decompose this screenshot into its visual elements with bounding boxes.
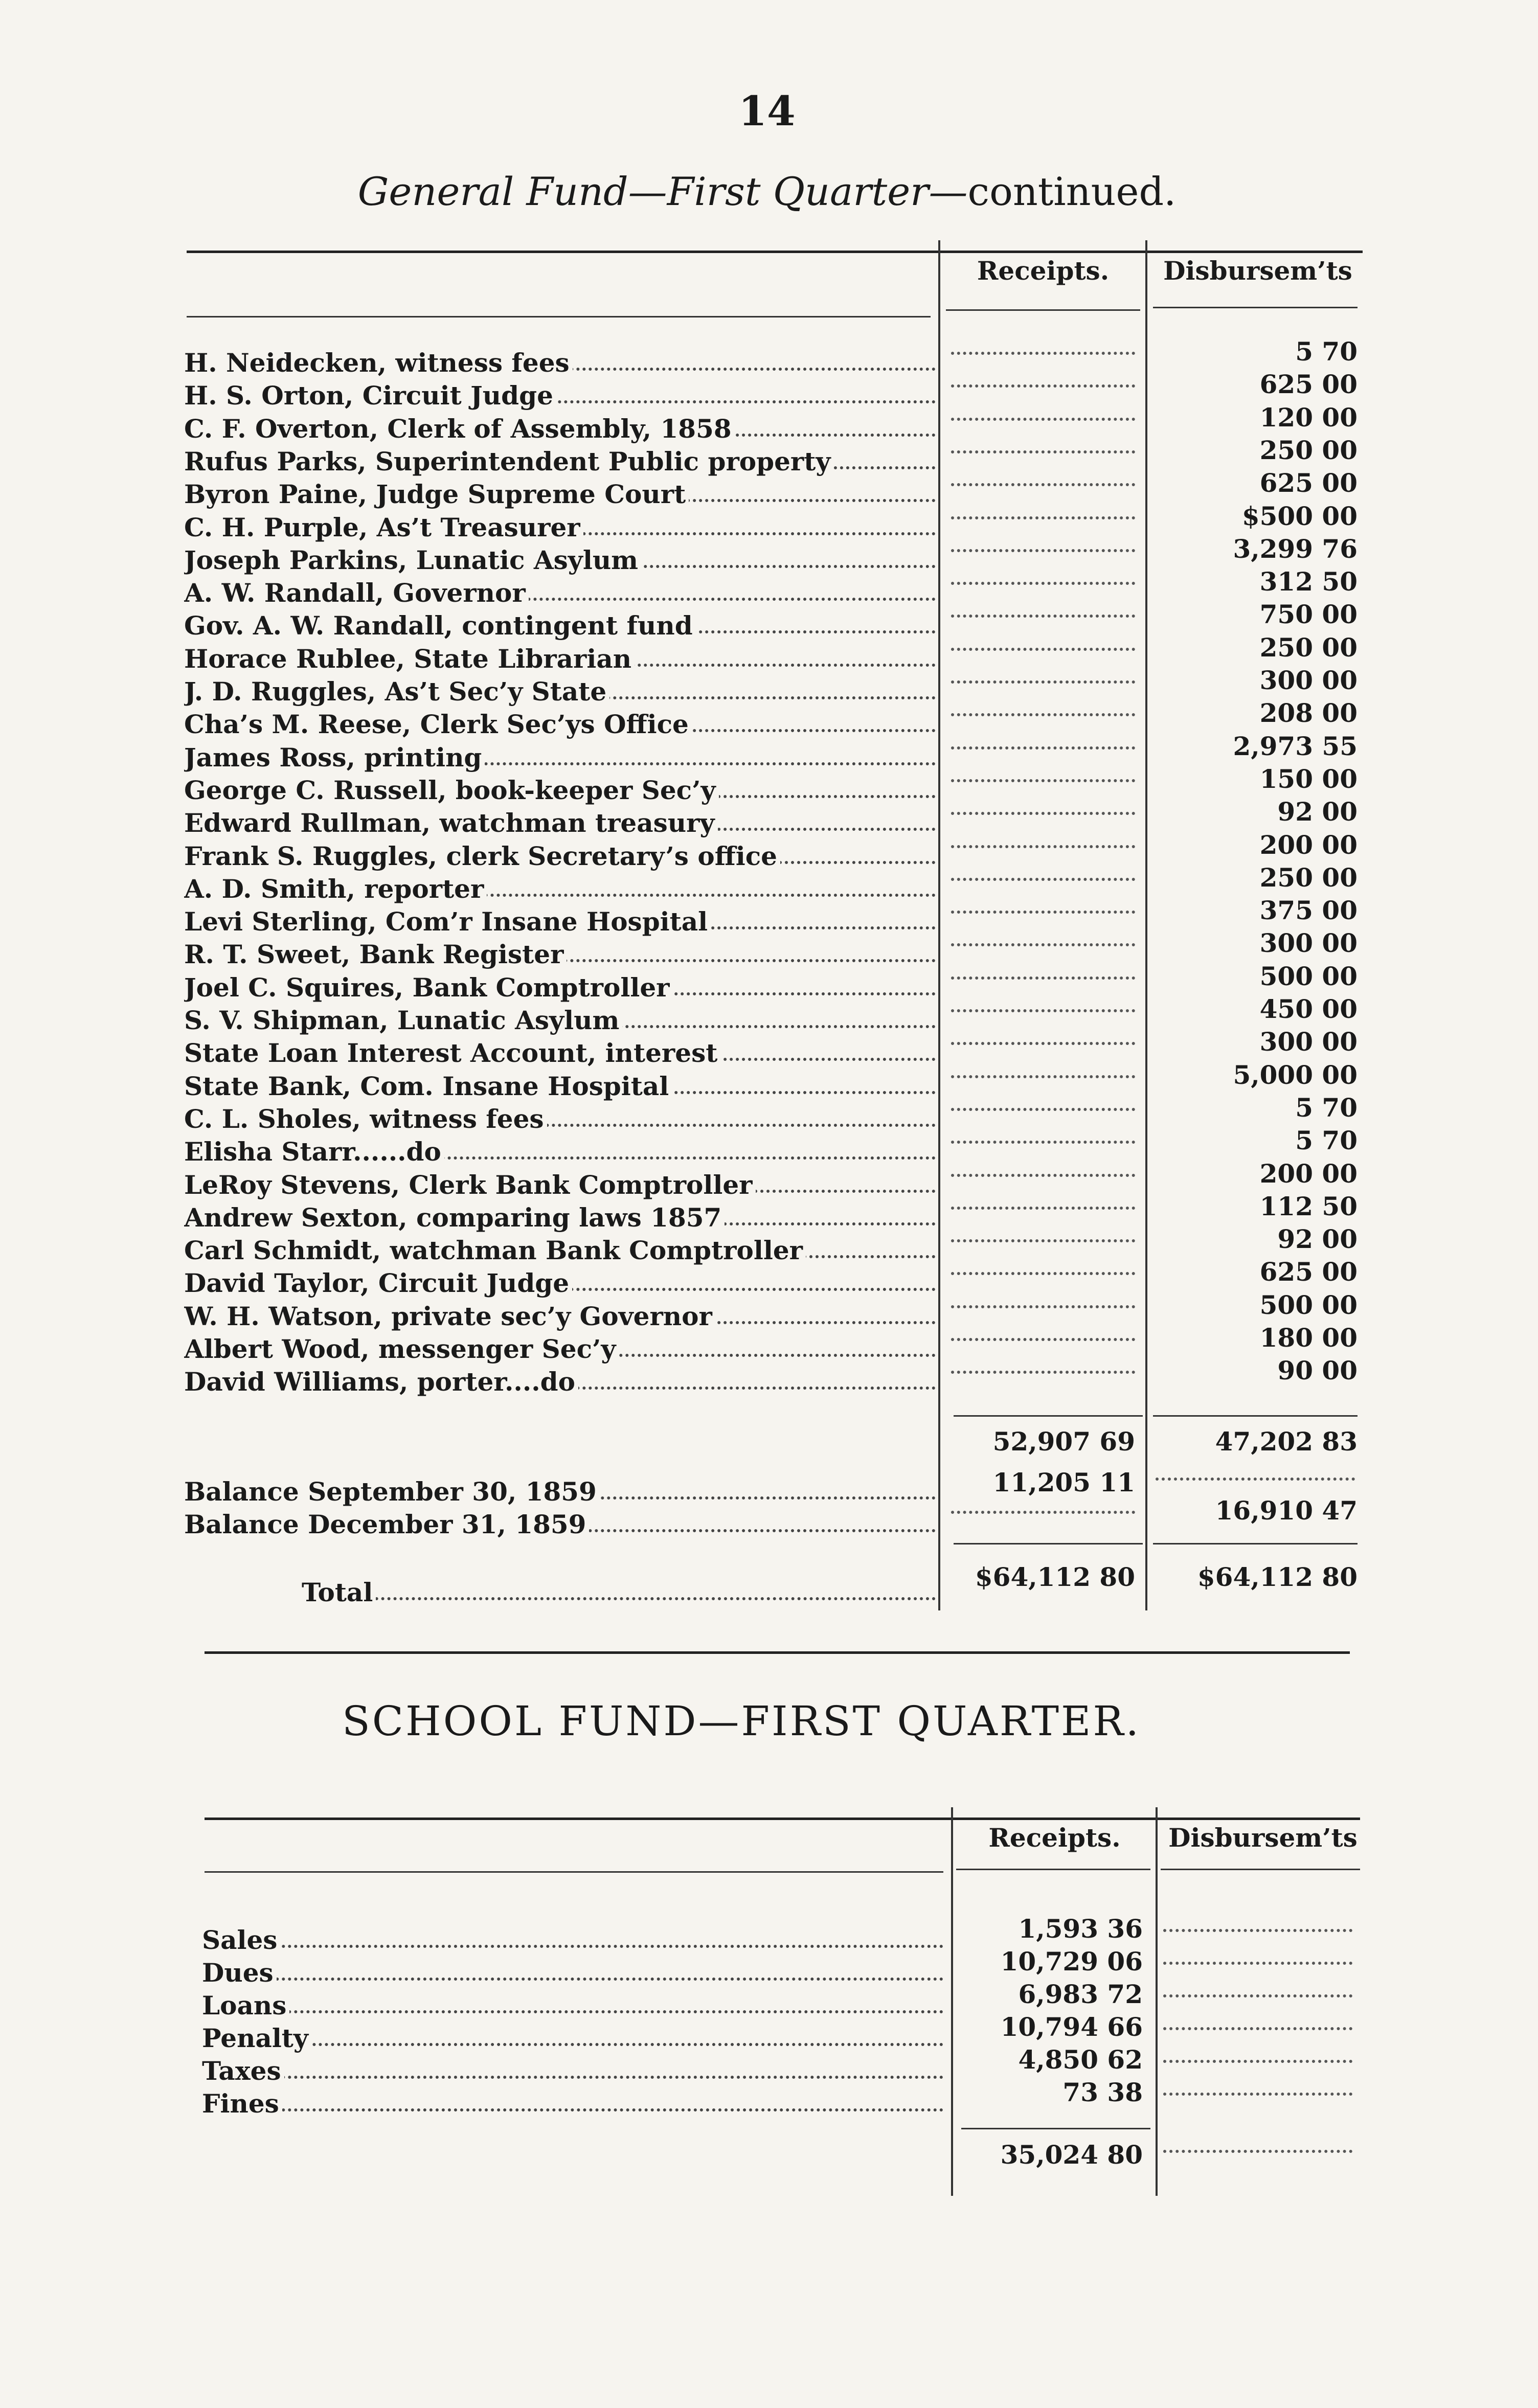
row-label: A. D. Smith, reporter bbox=[184, 874, 487, 904]
row-label: Rufus Parks, Superintendent Public property bbox=[184, 446, 833, 476]
gf-total-rule-disb bbox=[1153, 1543, 1358, 1544]
receipts-dot-leader bbox=[951, 1174, 1135, 1177]
gf-total-row bbox=[302, 1577, 936, 1610]
row-disbursement: 300 00 bbox=[1259, 1027, 1358, 1057]
row-disbursement: 625 00 bbox=[1259, 468, 1358, 498]
row-label: Albert Wood, messenger Sec’y bbox=[184, 1334, 619, 1364]
row-disbursement: 250 00 bbox=[1259, 632, 1358, 663]
row-label: C. F. Overton, Clerk of Assembly, 1858 bbox=[184, 414, 735, 444]
gf-balance-dec-label: Balance December 31, 1859 bbox=[184, 1509, 589, 1539]
row-label: C. H. Purple, As’t Treasurer bbox=[184, 512, 583, 542]
row-label: Penalty bbox=[202, 2023, 311, 2053]
row-label: Gov. A. W. Randall, contingent fund bbox=[184, 610, 696, 641]
receipts-dot-leader bbox=[951, 516, 1135, 519]
row-disbursement: 300 00 bbox=[1259, 928, 1358, 958]
row-label: Andrew Sexton, comparing laws 1857 bbox=[184, 1202, 725, 1233]
row-receipts: 10,729 06 bbox=[1000, 1946, 1143, 1977]
receipts-dot-leader bbox=[951, 615, 1135, 618]
sf-total-receipts: 35,024 80 bbox=[1000, 2140, 1143, 2170]
receipts-dot-leader bbox=[951, 812, 1135, 815]
disbursement-dot-leader bbox=[1163, 2060, 1352, 2063]
row-label: Joel C. Squires, Bank Comptroller bbox=[184, 972, 673, 1003]
row-label: State Bank, Com. Insane Hospital bbox=[184, 1071, 672, 1101]
gf-balance-dec-disb: 16,910 47 bbox=[1215, 1495, 1358, 1526]
row-label: LeRoy Stevens, Clerk Bank Comptroller bbox=[184, 1170, 756, 1200]
receipts-dot-leader bbox=[951, 845, 1135, 848]
row-label: Loans bbox=[202, 1990, 289, 2020]
gf-balance-dec-receipts-dots bbox=[951, 1511, 1135, 1514]
row-receipts: 73 38 bbox=[1062, 2077, 1143, 2107]
disbursement-dot-leader bbox=[1163, 1929, 1352, 1932]
row-disbursement: 200 00 bbox=[1259, 830, 1358, 860]
row-disbursement: 250 00 bbox=[1259, 435, 1358, 465]
disbursement-dot-leader bbox=[1163, 1962, 1352, 1965]
sf-header-rule-left bbox=[205, 1871, 943, 1873]
row-disbursement: 500 00 bbox=[1259, 1290, 1358, 1320]
row-label: State Loan Interest Account, interest bbox=[184, 1038, 720, 1068]
receipts-dot-leader bbox=[951, 680, 1135, 684]
row-disbursement: 208 00 bbox=[1259, 698, 1358, 728]
row-label: H. Neidecken, witness fees bbox=[184, 348, 573, 378]
row-label: R. T. Sweet, Bank Register bbox=[184, 939, 567, 969]
row-disbursement: 5 70 bbox=[1295, 1125, 1358, 1155]
row-disbursement: 250 00 bbox=[1259, 862, 1358, 893]
row-disbursement: 450 00 bbox=[1259, 994, 1358, 1024]
gf-subtotal-rule-receipts bbox=[954, 1415, 1143, 1417]
receipts-dot-leader bbox=[951, 911, 1135, 914]
row-label: Byron Paine, Judge Supreme Court bbox=[184, 479, 689, 509]
row-disbursement: $500 00 bbox=[1241, 501, 1358, 531]
row-label: Levi Sterling, Com’r Insane Hospital bbox=[184, 906, 711, 937]
gf-subtotal-rule-disb bbox=[1153, 1415, 1358, 1417]
receipts-dot-leader bbox=[951, 1042, 1135, 1045]
receipts-dot-leader bbox=[951, 549, 1135, 552]
row-disbursement: 500 00 bbox=[1259, 961, 1358, 991]
row-disbursement: 92 00 bbox=[1277, 1224, 1358, 1254]
receipts-dot-leader bbox=[951, 746, 1135, 749]
receipts-dot-leader bbox=[951, 943, 1135, 946]
gf-col-disbursements: Disbursem’ts bbox=[1163, 256, 1352, 286]
gf-balance-sept-disb-dots bbox=[1156, 1478, 1355, 1481]
row-disbursement: 5 70 bbox=[1295, 336, 1358, 367]
row-disbursement: 300 00 bbox=[1259, 665, 1358, 695]
row-label: David Williams, porter....do bbox=[184, 1367, 578, 1397]
sf-col-receipts: Receipts. bbox=[988, 1823, 1121, 1853]
sf-col-disbursements: Disbursem’ts bbox=[1168, 1823, 1358, 1853]
row-disbursement: 625 00 bbox=[1259, 1257, 1358, 1287]
receipts-dot-leader bbox=[951, 779, 1135, 782]
receipts-dot-leader bbox=[951, 1108, 1135, 1111]
row-label: Carl Schmidt, watchman Bank Comptroller bbox=[184, 1235, 806, 1265]
general-fund-title-continued: continued. bbox=[967, 169, 1177, 214]
gf-total-rule-receipts bbox=[954, 1543, 1143, 1544]
row-label: Elisha Starr......do bbox=[184, 1137, 444, 1167]
page-number: 14 bbox=[738, 87, 796, 135]
row-label: J. D. Ruggles, As’t Sec’y State bbox=[184, 676, 609, 707]
receipts-dot-leader bbox=[951, 384, 1135, 388]
row-label: A. W. Randall, Governor bbox=[184, 578, 529, 608]
receipts-dot-leader bbox=[951, 1305, 1135, 1308]
gf-subtotal-receipts: 52,907 69 bbox=[992, 1426, 1135, 1457]
row-label: W. H. Watson, private sec’y Governor bbox=[184, 1301, 715, 1331]
receipts-dot-leader bbox=[951, 648, 1135, 651]
row-disbursement: 120 00 bbox=[1259, 402, 1358, 433]
gf-balance-sept-label: Balance September 30, 1859 bbox=[184, 1476, 600, 1507]
row-label: Taxes bbox=[202, 2056, 284, 2086]
receipts-dot-leader bbox=[951, 450, 1135, 453]
disbursement-dot-leader bbox=[1163, 1994, 1352, 1997]
receipts-dot-leader bbox=[951, 1207, 1135, 1210]
receipts-dot-leader bbox=[951, 582, 1135, 585]
row-label: Fines bbox=[202, 2088, 282, 2119]
row-label: David Taylor, Circuit Judge bbox=[184, 1268, 572, 1298]
receipts-dot-leader bbox=[951, 1272, 1135, 1275]
receipts-dot-leader bbox=[951, 418, 1135, 421]
row-disbursement: 375 00 bbox=[1259, 895, 1358, 925]
gf-header-rule-disb bbox=[1153, 307, 1358, 308]
sf-total-rule-receipts bbox=[961, 2128, 1150, 2129]
row-label: Frank S. Ruggles, clerk Secretary’s office bbox=[184, 841, 780, 871]
row-label: Cha’s M. Reese, Clerk Sec’ys Office bbox=[184, 709, 692, 739]
gf-subtotal-disb: 47,202 83 bbox=[1215, 1426, 1358, 1457]
row-disbursement: 2,973 55 bbox=[1233, 731, 1358, 761]
row-label: James Ross, printing bbox=[184, 742, 485, 773]
general-fund-title-main: General Fund—First Quarter— bbox=[357, 169, 968, 214]
row-disbursement: 90 00 bbox=[1277, 1355, 1358, 1385]
row-label: Sales bbox=[202, 1925, 280, 1955]
row-disbursement: 112 50 bbox=[1259, 1191, 1358, 1221]
receipts-dot-leader bbox=[951, 1239, 1135, 1242]
disbursement-dot-leader bbox=[1163, 2027, 1352, 2030]
sf-top-rule bbox=[205, 1818, 1360, 1820]
receipts-dot-leader bbox=[951, 976, 1135, 980]
receipts-dot-leader bbox=[951, 483, 1135, 486]
row-label: C. L. Sholes, witness fees bbox=[184, 1104, 547, 1134]
receipts-dot-leader bbox=[951, 1141, 1135, 1144]
row-disbursement: 750 00 bbox=[1259, 599, 1358, 629]
row-disbursement: 180 00 bbox=[1259, 1323, 1358, 1353]
gf-total-disb: $64,112 80 bbox=[1197, 1562, 1358, 1592]
receipts-dot-leader bbox=[951, 713, 1135, 716]
row-receipts: 4,850 62 bbox=[1018, 2044, 1143, 2075]
school-fund-title: SCHOOL FUND—FIRST QUARTER. bbox=[342, 1697, 1141, 1745]
row-label: S. V. Shipman, Lunatic Asylum bbox=[184, 1005, 622, 1035]
row-receipts: 1,593 36 bbox=[1018, 1914, 1143, 1944]
row-disbursement: 5,000 00 bbox=[1233, 1060, 1358, 1090]
sf-header-rule-receipts bbox=[956, 1869, 1150, 1870]
row-disbursement: 3,299 76 bbox=[1233, 534, 1358, 564]
receipts-dot-leader bbox=[951, 1009, 1135, 1012]
disbursement-dot-leader bbox=[1163, 2093, 1352, 2096]
row-label: Joseph Parkins, Lunatic Asylum bbox=[184, 545, 641, 575]
row-disbursement: 200 00 bbox=[1259, 1158, 1358, 1189]
receipts-dot-leader bbox=[951, 352, 1135, 355]
general-fund-title bbox=[256, 169, 1278, 214]
row-disbursement: 5 70 bbox=[1295, 1093, 1358, 1123]
row-disbursement: 312 50 bbox=[1259, 566, 1358, 597]
row-receipts: 10,794 66 bbox=[1000, 2012, 1143, 2042]
row-label: Dues bbox=[202, 1958, 277, 1988]
gf-header-rule-left bbox=[187, 316, 931, 317]
sf-total-disb-dots bbox=[1163, 2150, 1352, 2153]
gf-col-receipts: Receipts. bbox=[977, 256, 1110, 286]
row-label: Horace Rublee, State Librarian bbox=[184, 644, 635, 674]
gf-header-rule-receipts bbox=[946, 309, 1140, 311]
sf-header-rule-disb bbox=[1161, 1869, 1360, 1870]
row-disbursement: 92 00 bbox=[1277, 797, 1358, 827]
gf-total-label: Total bbox=[302, 1577, 376, 1607]
row-label: George C. Russell, book-keeper Sec’y bbox=[184, 775, 719, 805]
receipts-dot-leader bbox=[951, 1338, 1135, 1341]
receipts-dot-leader bbox=[951, 1075, 1135, 1078]
gf-bottom-rule bbox=[205, 1651, 1350, 1654]
row-disbursement: 150 00 bbox=[1259, 764, 1358, 794]
receipts-dot-leader bbox=[951, 1371, 1135, 1374]
row-label: H. S. Orton, Circuit Judge bbox=[184, 380, 556, 411]
gf-total-receipts: $64,112 80 bbox=[975, 1562, 1135, 1592]
gf-balance-sept-receipts: 11,205 11 bbox=[992, 1467, 1135, 1497]
row-label: Edward Rullman, watchman treasury bbox=[184, 808, 718, 838]
row-receipts: 6,983 72 bbox=[1018, 1979, 1143, 2009]
receipts-dot-leader bbox=[951, 878, 1135, 881]
row-disbursement: 625 00 bbox=[1259, 369, 1358, 399]
gf-top-rule bbox=[187, 251, 1363, 253]
